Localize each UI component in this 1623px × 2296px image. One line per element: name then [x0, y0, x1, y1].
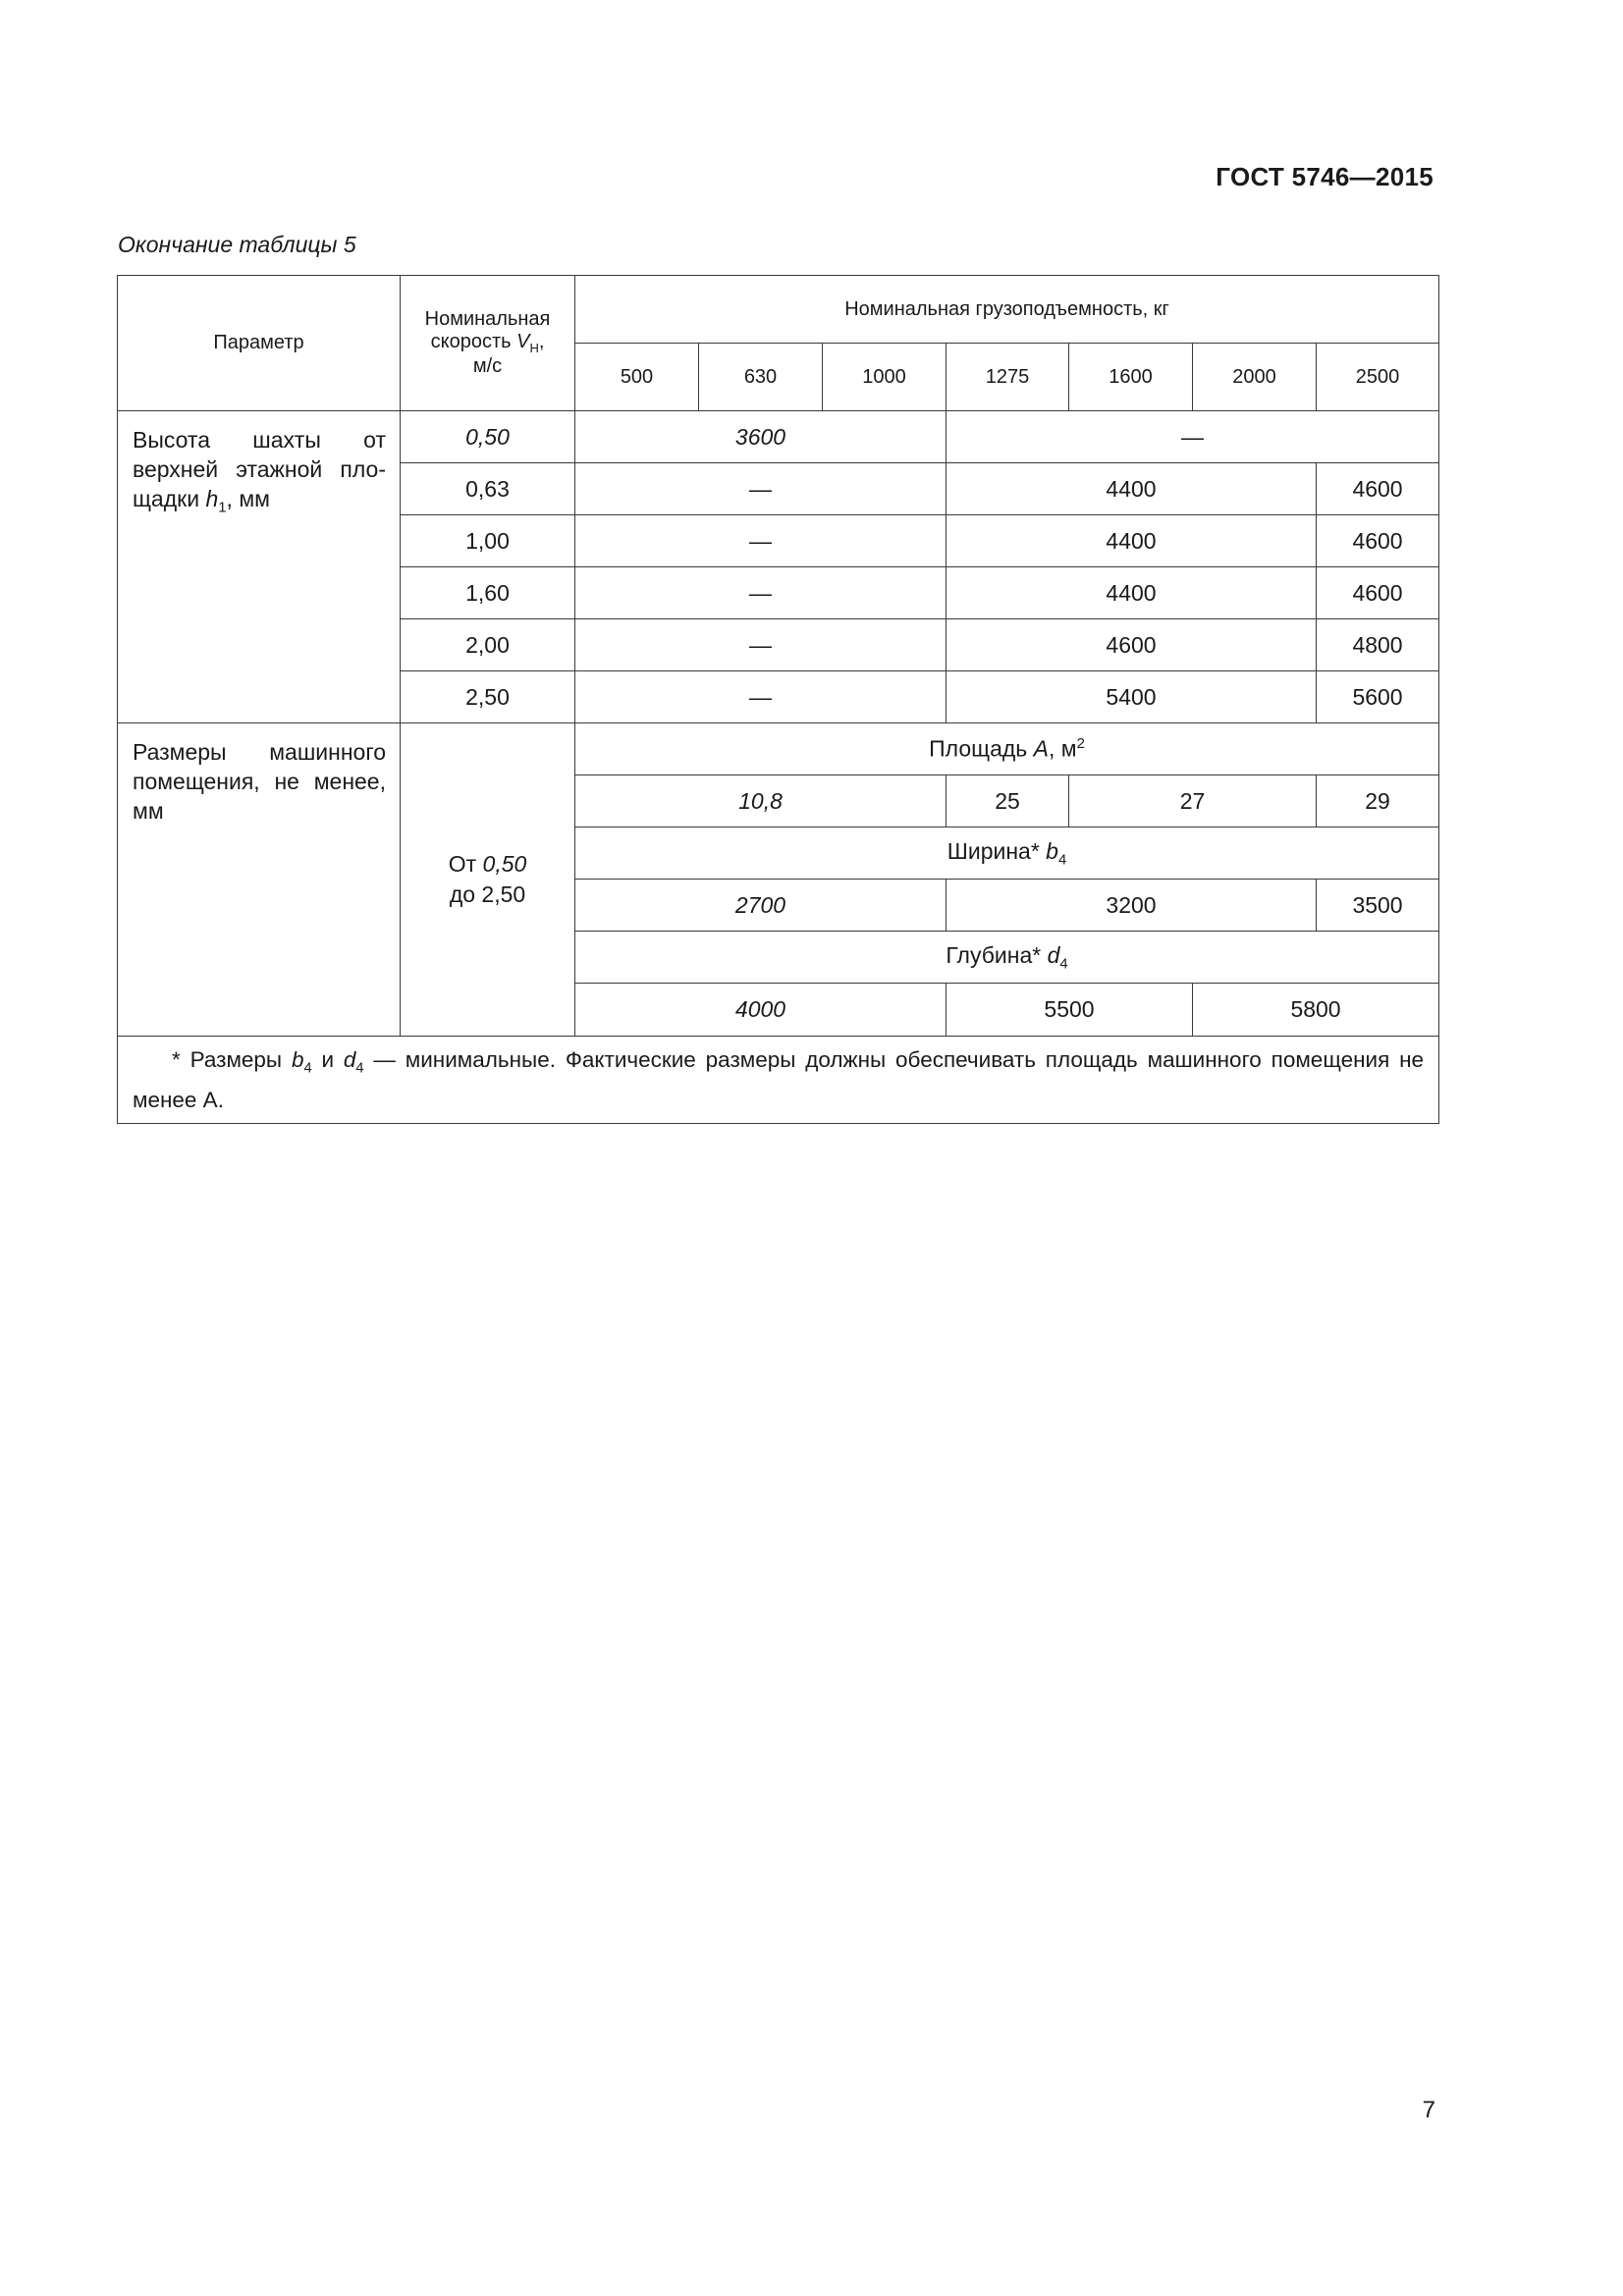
speed-cell: 1,60: [401, 567, 575, 619]
value-cell: 25: [947, 775, 1069, 828]
value-cell: 4400: [947, 515, 1317, 567]
capacity-header: 1000: [823, 344, 947, 411]
value-cell: 5400: [947, 671, 1317, 723]
subheader-area: Площадь A, $м^2$: [575, 723, 1439, 775]
value-cell: 3500: [1317, 880, 1439, 932]
value-cell: 4400: [947, 567, 1317, 619]
value-cell: 5800: [1193, 984, 1439, 1037]
table-caption: Окончание таблицы 5: [118, 232, 356, 257]
value-cell: —: [575, 567, 947, 619]
document-code: ГОСТ 5746—2015: [1216, 162, 1434, 191]
value-cell: 4600: [1317, 515, 1439, 567]
speed-cell: 0,63: [401, 463, 575, 515]
capacity-header: 1600: [1069, 344, 1193, 411]
col-header-speed: Номинальная скорость $V_Н$, м/с: [401, 276, 575, 411]
value-cell: 29: [1317, 775, 1439, 828]
speed-cell: 2,00: [401, 619, 575, 671]
value-cell: —: [575, 515, 947, 567]
col-header-capacity-group: Номинальная грузоподъемность, кг: [575, 276, 1439, 344]
value-cell: 4600: [1317, 463, 1439, 515]
value-cell: 4600: [1317, 567, 1439, 619]
speed-cell: 0,50: [401, 411, 575, 463]
value-cell: 4600: [947, 619, 1317, 671]
capacity-header: 2500: [1317, 344, 1439, 411]
subheader-depth: Глубина* $d_4$: [575, 932, 1439, 984]
value-cell: —: [575, 671, 947, 723]
value-cell: 3600: [575, 411, 947, 463]
col-header-parameter: Параметр: [118, 276, 401, 411]
value-cell: —: [575, 619, 947, 671]
value-cell: 27: [1069, 775, 1317, 828]
speed-range-cell: От 0,50 до 2,50: [401, 723, 575, 1037]
param-shaft-height: Высота шахты от верхней этажной площадки $h_1$, мм: [118, 411, 401, 723]
value-cell: 5500: [947, 984, 1193, 1037]
footnote: * Размеры $b_4$ и $d_4$ — минимальные. Фактические размеры должны обеспечивать площадь машинного помещения не менее А.: [118, 1037, 1439, 1124]
table-5-continuation: [117, 275, 1439, 1124]
table-row: [118, 723, 1439, 775]
speed-cell: 2,50: [401, 671, 575, 723]
footnote-row: [118, 1037, 1439, 1124]
subheader-width: Ширина* $b_4$: [575, 828, 1439, 880]
value-cell: 4400: [947, 463, 1317, 515]
value-cell: 3200: [947, 880, 1317, 932]
param-machine-room: Размеры машинного помещения, не менее, мм: [118, 723, 401, 1037]
header-row-1: [118, 276, 1439, 344]
value-cell: —: [575, 463, 947, 515]
speed-cell: 1,00: [401, 515, 575, 567]
value-cell: 10,8: [575, 775, 947, 828]
value-cell: —: [947, 411, 1439, 463]
table-row: [118, 411, 1439, 463]
capacity-header: 630: [699, 344, 823, 411]
value-cell: 4800: [1317, 619, 1439, 671]
capacity-header: 500: [575, 344, 699, 411]
value-cell: 5600: [1317, 671, 1439, 723]
value-cell: 4000: [575, 984, 947, 1037]
capacity-header: 2000: [1193, 344, 1317, 411]
value-cell: 2700: [575, 880, 947, 932]
capacity-header: 1275: [947, 344, 1069, 411]
page-number: 7: [1422, 2097, 1435, 2123]
